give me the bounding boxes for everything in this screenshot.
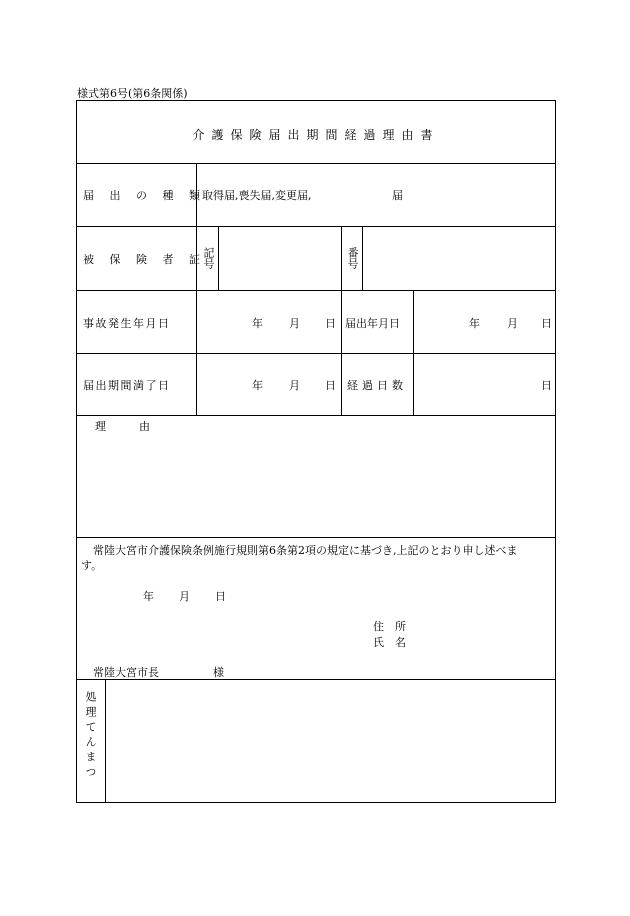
- elapsed-days-label: 経過日数: [347, 379, 407, 392]
- notification-type-suffix: 届: [392, 189, 403, 202]
- divider: [77, 163, 555, 164]
- form-frame: [76, 100, 556, 803]
- honorific: 様: [213, 666, 224, 679]
- divider: [362, 226, 363, 290]
- filing-date-month[interactable]: 月: [507, 317, 518, 330]
- divider: [77, 353, 555, 354]
- divider: [77, 679, 555, 680]
- divider: [77, 415, 555, 416]
- declaration-year[interactable]: 年: [143, 590, 154, 603]
- reason-label: 理 由: [95, 420, 150, 433]
- divider: [77, 290, 555, 291]
- divider: [105, 679, 106, 802]
- divider: [218, 226, 219, 290]
- declaration-text: 常陸大宮市介護保険条例施行規則第6条第2項の規定に基づき,上記のとおり申し述べま: [93, 544, 518, 557]
- bango-label: 番号: [346, 247, 359, 269]
- period-end-day[interactable]: 日: [325, 379, 336, 392]
- processing-field[interactable]: [109, 683, 549, 797]
- kigo-field[interactable]: [222, 231, 340, 285]
- filing-date-label: 届出年月日: [345, 317, 400, 330]
- declaration-text-end: す。: [81, 559, 103, 572]
- form-title: 介護保険届出期間経過理由書: [192, 128, 440, 142]
- divider: [77, 226, 555, 227]
- accident-date-month[interactable]: 月: [289, 317, 300, 330]
- notification-type-options[interactable]: 取得届,喪失届,変更届,: [202, 189, 312, 202]
- name-label: 氏 名: [373, 636, 406, 649]
- address-label: 住 所: [373, 620, 406, 633]
- divider: [196, 163, 197, 415]
- filing-date-year[interactable]: 年: [469, 317, 480, 330]
- bango-field[interactable]: [367, 231, 547, 285]
- processing-label: 処理てんまつ: [84, 691, 97, 781]
- addressee: 常陸大宮市長: [93, 666, 159, 679]
- accident-date-day[interactable]: 日: [325, 317, 336, 330]
- notification-type-label: 届 出 の 種 類: [83, 189, 206, 202]
- insured-certificate-label: 被 保 険 者 証: [83, 253, 206, 266]
- period-end-label: 届出期間満了日: [83, 379, 171, 392]
- elapsed-days-unit[interactable]: 日: [541, 379, 552, 392]
- period-end-year[interactable]: 年: [252, 379, 263, 392]
- kigo-label: 記号: [202, 247, 215, 269]
- filing-date-day[interactable]: 日: [541, 317, 552, 330]
- divider: [341, 226, 342, 290]
- divider: [77, 537, 555, 538]
- form-number-label: 様式第6号(第6条関係): [77, 87, 188, 100]
- accident-date-label: 事故発生年月日: [83, 317, 171, 330]
- accident-date-year[interactable]: 年: [252, 317, 263, 330]
- declaration-month[interactable]: 月: [179, 590, 190, 603]
- reason-field[interactable]: [81, 435, 551, 535]
- declaration-day[interactable]: 日: [215, 590, 226, 603]
- period-end-month[interactable]: 月: [289, 379, 300, 392]
